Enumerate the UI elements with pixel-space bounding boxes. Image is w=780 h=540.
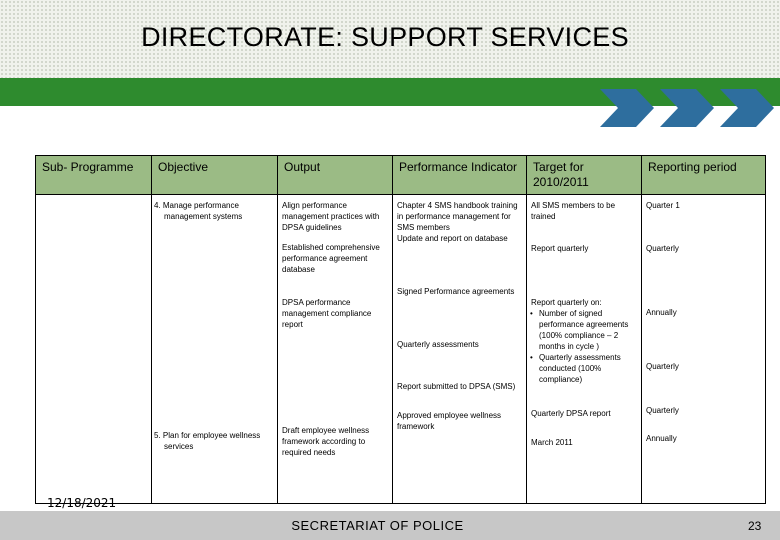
period-6: Annually [646, 434, 677, 443]
period-3: Annually [646, 308, 677, 317]
indicator-3: Signed Performance agreements [397, 287, 515, 296]
header-sub-programme: Sub- Programme [36, 156, 152, 195]
target-5: Quarterly DPSA report [531, 409, 611, 418]
slide-title: DIRECTORATE: SUPPORT SERVICES [141, 22, 629, 52]
header-target: Target for 2010/2011 [527, 156, 642, 195]
objective-2: 5. Plan for employee wellness services [154, 431, 261, 451]
objective-1: 4. Manage performance management systems [154, 201, 243, 221]
sub-programme-cell [36, 195, 152, 504]
header-indicator: Performance Indicator [393, 156, 527, 195]
target-3-bullet-1: • Number of signed performance agreements (100% compliance – 2 months in cycle ) [539, 308, 637, 352]
period-1: Quarter 1 [646, 201, 680, 210]
output-3: DPSA performance management compliance report [282, 298, 372, 329]
output-cell [278, 195, 393, 504]
slide-date: 12/18/2021 [47, 496, 117, 510]
output-2: Established comprehensive performance agreement database [282, 243, 380, 274]
target-3-list [527, 308, 641, 408]
table-header-row [36, 156, 766, 195]
header-period: Reporting period [642, 156, 766, 195]
period-cell [642, 195, 766, 504]
period-5: Quarterly [646, 406, 679, 415]
output-4: Draft employee wellness framework according to required needs [282, 426, 370, 457]
indicator-2: Update and report on database [397, 234, 508, 243]
period-4: Quarterly [646, 362, 679, 371]
indicator-4: Quarterly assessments [397, 340, 479, 349]
period-2: Quarterly [646, 244, 679, 253]
header-output: Output [278, 156, 393, 195]
performance-table [35, 155, 766, 504]
indicator-5: Report submitted to DPSA (SMS) [397, 382, 516, 391]
target-6: March 2011 [531, 438, 573, 447]
target-cell [527, 195, 642, 504]
indicator-cell [393, 195, 527, 504]
indicator-1: Chapter 4 SMS handbook training in performance management for SMS members [397, 201, 518, 232]
target-1: All SMS members to be trained [531, 201, 616, 221]
indicator-6: Approved employee wellness framework [397, 411, 502, 431]
page-number: 23 [748, 519, 762, 533]
chevron-arrows-icon [596, 86, 780, 130]
output-1: Align performance management practices with DPSA guidelines [282, 201, 380, 232]
header-objective: Objective [152, 156, 278, 195]
objective-cell [152, 195, 278, 504]
table-row [36, 195, 766, 504]
target-3-bullet-2: • Quarterly assessments conducted (100% compliance) [539, 352, 637, 385]
target-2: Report quarterly [531, 244, 589, 253]
target-3-intro: Report quarterly on: [531, 298, 602, 307]
footer-label: SECRETARIAT OF POLICE [291, 518, 464, 533]
